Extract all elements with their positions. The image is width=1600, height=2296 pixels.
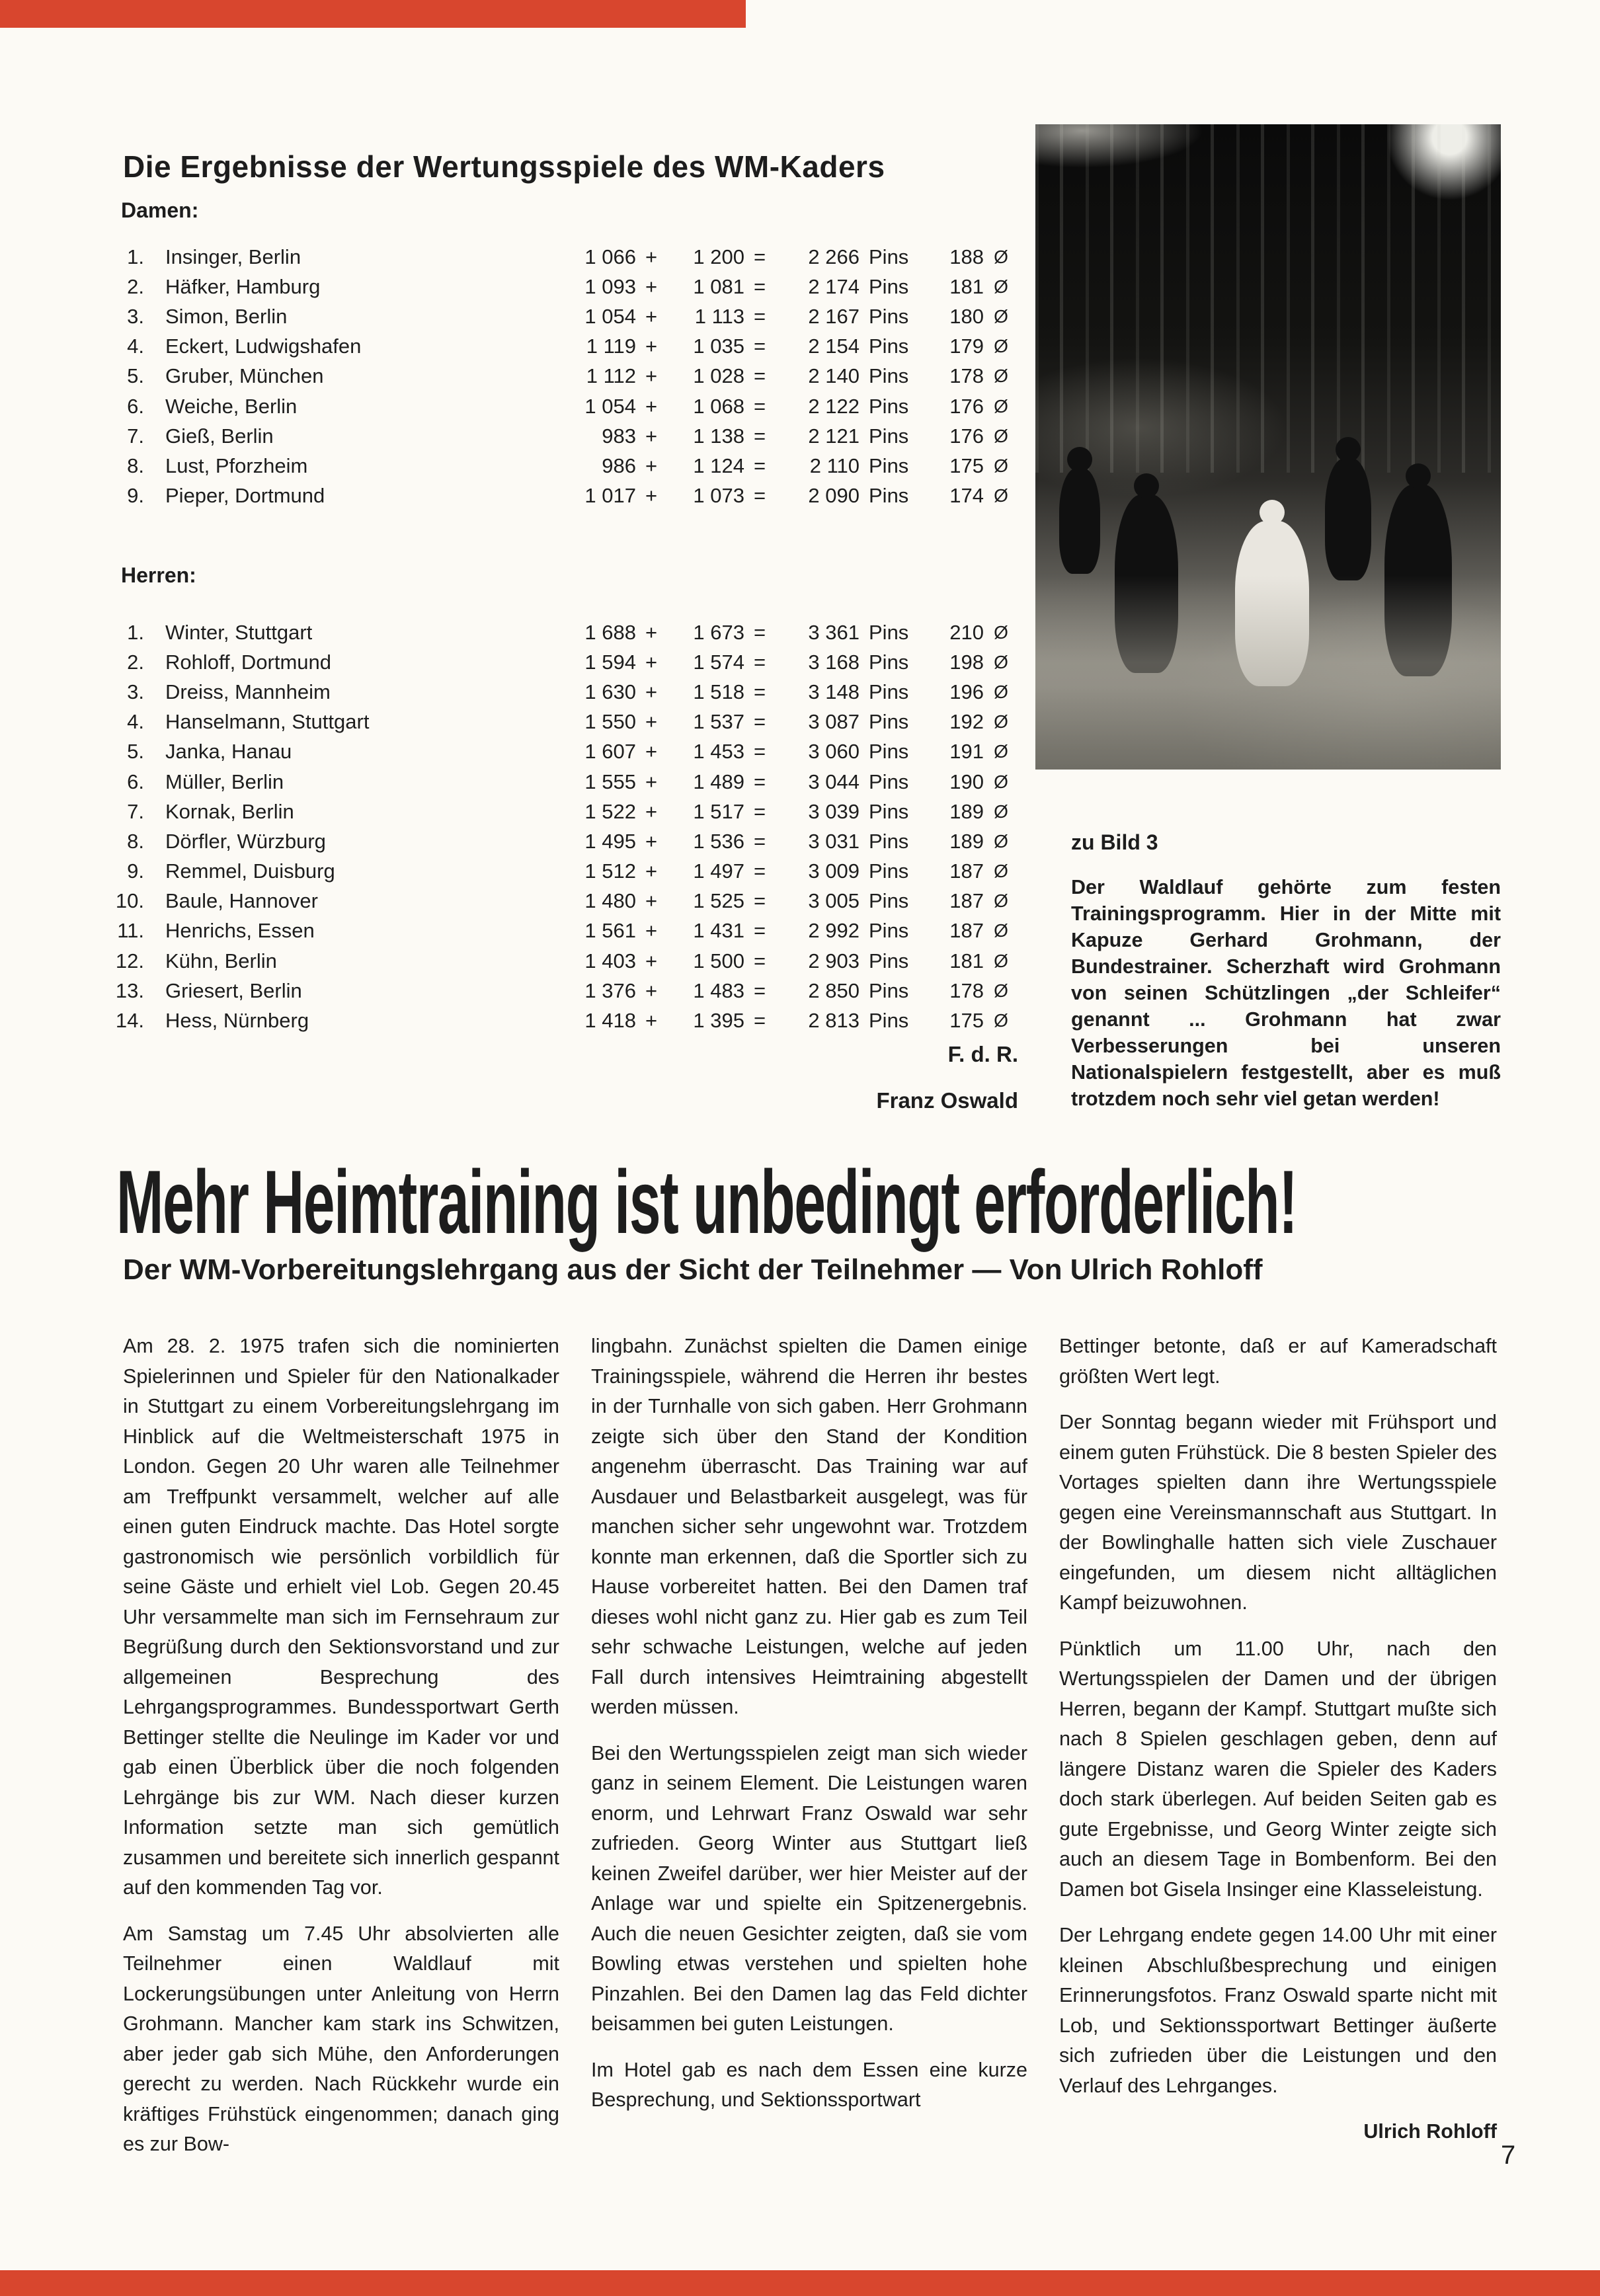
player-name-cell: Hanselmann, Stuttgart: [165, 710, 370, 734]
rank-cell: 3.: [127, 680, 144, 703]
plus-sign: +: [645, 484, 658, 508]
total-pins-cell: 3 009: [808, 859, 860, 883]
pins-unit-label: Pins: [869, 454, 909, 477]
game1-score-cell: 1 112: [586, 364, 636, 388]
total-pins-cell: 2 903: [808, 949, 860, 972]
plus-sign: +: [645, 859, 658, 883]
average-symbol: Ø: [994, 681, 1008, 702]
game1-score-cell: 1 066: [584, 245, 636, 268]
average-symbol: Ø: [994, 801, 1008, 822]
results-title: Die Ergebnisse der Wertungsspiele des WM-Kaders: [123, 149, 885, 184]
plus-sign: +: [645, 680, 658, 703]
total-pins-cell: 2 992: [808, 919, 860, 943]
plus-sign: +: [645, 394, 658, 418]
equals-sign: =: [753, 740, 766, 764]
total-pins-cell: 3 039: [808, 799, 860, 823]
pins-unit-label: Pins: [869, 394, 909, 418]
damen-section-label: Damen:: [121, 198, 199, 222]
player-name-cell: Winter, Stuttgart: [165, 620, 313, 644]
average-symbol: Ø: [994, 711, 1008, 732]
plus-sign: +: [645, 770, 658, 793]
pins-unit-label: Pins: [869, 1009, 909, 1033]
article-subtitle: Der WM-Vorbereitungslehrgang aus der Sicht der Teilnehmer — Von Ulrich Rohloff: [123, 1253, 1263, 1286]
average-symbol: Ø: [994, 305, 1008, 327]
total-pins-cell: 2 110: [809, 454, 860, 477]
rank-cell: 13.: [115, 978, 144, 1002]
photo-caption: Der Waldlauf gehörte zum festen Trainingsprogramm. Hier in der Mitte mit Kapuze Gerhard Grohmann, der Bundestrainer. Scherzhaft wird Grohmann von seinen Schützlingen „der Schleifer“ genannt ... Grohmann hat zwar Verbesserungen bei unseren Nationalspielern festgestellt, aber es muß trotzdem noch sehr viel getan werden!: [1071, 876, 1501, 1110]
average-cell: 189: [949, 829, 984, 853]
game1-score-cell: 1 555: [584, 770, 636, 793]
equals-sign: =: [753, 484, 766, 508]
pins-unit-label: Pins: [869, 889, 909, 913]
rank-cell: 7.: [127, 799, 144, 823]
equals-sign: =: [753, 1009, 766, 1033]
article-column-3: [1059, 1331, 1497, 2147]
pins-unit-label: Pins: [869, 304, 909, 328]
game2-score-cell: 1 068: [693, 394, 744, 418]
player-name-cell: Janka, Hanau: [165, 740, 292, 764]
equals-sign: =: [753, 680, 766, 703]
article-column-2: [591, 1331, 1027, 2116]
plus-sign: +: [645, 919, 658, 943]
game2-score-cell: 1 073: [693, 484, 744, 508]
game2-score-cell: 1 453: [693, 740, 744, 764]
total-pins-cell: 3 044: [808, 770, 860, 793]
player-name-cell: Dörfler, Würzburg: [165, 829, 326, 853]
game2-score-cell: 1 500: [693, 949, 744, 972]
average-symbol: Ø: [994, 771, 1008, 792]
game2-score-cell: 1 574: [693, 650, 744, 674]
runner-silhouette-hooded: [1235, 521, 1309, 686]
rank-cell: 6.: [127, 770, 144, 793]
equals-sign: =: [753, 710, 766, 734]
rank-cell: 10.: [115, 889, 144, 913]
plus-sign: +: [645, 274, 658, 298]
rank-cell: 4.: [127, 335, 144, 358]
total-pins-cell: 2 154: [808, 335, 860, 358]
rank-cell: 9.: [127, 859, 144, 883]
pins-unit-label: Pins: [869, 245, 909, 268]
total-pins-cell: 2 813: [808, 1009, 860, 1033]
total-pins-cell: 3 148: [808, 680, 860, 703]
total-pins-cell: 2 850: [808, 978, 860, 1002]
equals-sign: =: [753, 394, 766, 418]
plus-sign: +: [645, 1009, 658, 1033]
equals-sign: =: [753, 335, 766, 358]
average-cell: 174: [949, 484, 984, 508]
average-symbol: Ø: [994, 246, 1008, 267]
equals-sign: =: [753, 978, 766, 1002]
equals-sign: =: [753, 245, 766, 268]
rank-cell: 2.: [127, 274, 144, 298]
player-name-cell: Henrichs, Essen: [165, 919, 315, 943]
game2-score-cell: 1 081: [693, 274, 744, 298]
runner-silhouette: [1115, 495, 1178, 673]
total-pins-cell: 3 361: [808, 620, 860, 644]
article-headline: [116, 1150, 1584, 1253]
game2-score-cell: 1 138: [693, 424, 744, 448]
game2-score-cell: 1 028: [693, 364, 744, 388]
waldlauf-photo: [1035, 124, 1501, 770]
average-symbol: Ø: [994, 920, 1008, 941]
paragraph: Bettinger betonte, daß er auf Kameradschaft größten Wert legt.: [1059, 1335, 1497, 1388]
photo-caption-label: zu Bild 3: [1071, 830, 1158, 854]
game2-score-cell: 1 113: [694, 304, 744, 328]
player-name-cell: Griesert, Berlin: [165, 978, 302, 1002]
herren-section-label: Herren:: [121, 563, 196, 587]
average-symbol: Ø: [994, 455, 1008, 476]
player-name-cell: Baule, Hannover: [165, 889, 318, 913]
article-author-signature: Ulrich Rohloff: [1363, 2120, 1497, 2143]
herren-results-table: [112, 617, 1018, 1036]
average-cell: 180: [949, 304, 984, 328]
pins-unit-label: Pins: [869, 859, 909, 883]
game2-score-cell: 1 124: [693, 454, 744, 477]
total-pins-cell: 2 090: [808, 484, 860, 508]
total-pins-cell: 2 122: [808, 394, 860, 418]
average-symbol: Ø: [994, 621, 1008, 643]
total-pins-cell: 3 060: [808, 740, 860, 764]
average-symbol: Ø: [994, 485, 1008, 506]
total-pins-cell: 2 121: [808, 424, 860, 448]
game1-score-cell: 1 017: [584, 484, 636, 508]
equals-sign: =: [753, 454, 766, 477]
average-symbol: Ø: [994, 276, 1008, 297]
game1-score-cell: 1 054: [584, 394, 636, 418]
rank-cell: 3.: [127, 304, 144, 328]
pins-unit-label: Pins: [869, 829, 909, 853]
equals-sign: =: [753, 949, 766, 972]
plus-sign: +: [645, 335, 658, 358]
game2-score-cell: 1 200: [693, 245, 744, 268]
game1-score-cell: 1 594: [584, 650, 636, 674]
pins-unit-label: Pins: [869, 335, 909, 358]
game2-score-cell: 1 035: [693, 335, 744, 358]
rank-cell: 9.: [127, 484, 144, 508]
results-signature: Franz Oswald: [876, 1088, 1018, 1113]
plus-sign: +: [645, 364, 658, 388]
game2-score-cell: 1 537: [693, 710, 744, 734]
article-column-1: [123, 1331, 559, 2160]
paragraph: Bei den Wertungsspielen zeigt man sich wieder ganz in seinem Element. Die Leistungen waren enorm, und Lehrwart Franz Oswald war sehr zufrieden. Georg Winter aus Stuttgart ließ keinen Zweifel darüber, wer hier Meister auf der Anlage war und spielte ein Spitzenergebnis. Auch die neuen Gesichter zeigten, daß sie vom Bowling etwas verstehen und spielten hohe Pinzahlen. Bei den Damen lag das Feld dichter beisammen bei guten Leistungen.: [591, 1741, 1027, 2035]
paragraph: Im Hotel gab es nach dem Essen eine kurze Besprechung, und Sektionssportwart: [591, 2058, 1027, 2111]
plus-sign: +: [645, 454, 658, 477]
total-pins-cell: 2 140: [808, 364, 860, 388]
player-name-cell: Dreiss, Mannheim: [165, 680, 331, 703]
player-name-cell: Gieß, Berlin: [165, 424, 274, 448]
total-pins-cell: 2 174: [808, 274, 860, 298]
rank-cell: 14.: [115, 1009, 144, 1033]
average-symbol: Ø: [994, 366, 1008, 387]
player-name-cell: Weiche, Berlin: [165, 394, 298, 418]
game2-score-cell: 1 517: [693, 799, 744, 823]
damen-results-table: [112, 242, 1018, 511]
average-cell: 196: [949, 680, 984, 703]
paragraph: Am 28. 2. 1975 trafen sich die nominierten Spielerinnen und Spieler für den Nationalkader in Stuttgart zu einem Vorbereitungslehrgang im Hinblick auf die Weltmeisterschaft 1975 in London. Gegen 20 Uhr waren alle Teilnehmer am Treffpunkt versammelt, welcher auf alle einen guten Eindruck machte. Das Hotel sorgte gastronomisch wie persönlich vorbildlich für seine Gäste und erhielt viel Lob. Gegen 20.45 Uhr versammelte man sich im Fernsehraum zur Begrüßung durch den Sektionsvorstand und zur allgemeinen Besprechung des Lehrgangsprogrammes. Bundessportwart Gerth Bettinger stellte die Neulinge im Kader vor und gab einen Überblick über die noch folgenden Lehrgänge bis zur WM. Nach dieser kurzen Information setzte man sich gemütlich zusammen und bereitete sich innerlich gespannt auf den kommenden Tag vor.: [123, 1335, 559, 1899]
player-name-cell: Remmel, Duisburg: [165, 859, 335, 883]
average-cell: 187: [949, 919, 984, 943]
rank-cell: 1.: [127, 620, 144, 644]
plus-sign: +: [645, 740, 658, 764]
average-symbol: Ø: [994, 950, 1008, 971]
game1-score-cell: 1 376: [584, 978, 636, 1002]
game1-score-cell: 1 522: [584, 799, 636, 823]
pins-unit-label: Pins: [869, 680, 909, 703]
average-cell: 198: [949, 650, 984, 674]
equals-sign: =: [753, 364, 766, 388]
game1-score-cell: 1 607: [584, 740, 636, 764]
average-symbol: Ø: [994, 651, 1008, 672]
game2-score-cell: 1 431: [693, 919, 744, 943]
equals-sign: =: [753, 620, 766, 644]
equals-sign: =: [753, 770, 766, 793]
plus-sign: +: [645, 245, 658, 268]
average-cell: 176: [949, 394, 984, 418]
player-name-cell: Kornak, Berlin: [165, 799, 294, 823]
rank-cell: 8.: [127, 454, 144, 477]
average-symbol: Ø: [994, 891, 1008, 912]
pins-unit-label: Pins: [869, 740, 909, 764]
equals-sign: =: [753, 650, 766, 674]
equals-sign: =: [753, 424, 766, 448]
rank-cell: 5.: [127, 740, 144, 764]
plus-sign: +: [645, 829, 658, 853]
player-name-cell: Hess, Nürnberg: [165, 1009, 309, 1033]
game1-score-cell: 986: [602, 454, 636, 477]
pins-unit-label: Pins: [869, 978, 909, 1002]
paragraph: Pünktlich um 11.00 Uhr, nach den Wertungsspielen der Damen und der übrigen Herren, begann der Kampf. Stuttgart mußte sich nach 8 Spielen geschlagen geben, denn auf längere Distanz waren die Spieler des Kaders doch stark überlegen. Auf beiden Seiten gab es gute Ergebnisse, und Georg Winter zeigte sich auch an diesem Tage in Bombenform. Bei den Damen bot Gisela Insinger eine Klasseleistung.: [1059, 1637, 1497, 1901]
average-cell: 175: [949, 454, 984, 477]
game1-score-cell: 983: [602, 424, 636, 448]
paragraph: Am Samstag um 7.45 Uhr absolvierten alle Teilnehmer einen Waldlauf mit Lockerungsübungen unter Anleitung von Herrn Grohmann. Mancher kam stark ins Schwitzen, aber jeder gab sich Mühe, den Anforderungen gerecht zu werden. Nach Rückkehr wurde ein kräftiges Frühstück eingenommen; danach ging es zur Bow-: [123, 1922, 559, 2155]
average-symbol: Ø: [994, 1010, 1008, 1031]
rank-cell: 1.: [127, 245, 144, 268]
pins-unit-label: Pins: [869, 364, 909, 388]
game1-score-cell: 1 418: [584, 1009, 636, 1033]
average-cell: 190: [949, 770, 984, 793]
plus-sign: +: [645, 978, 658, 1002]
total-pins-cell: 2 266: [808, 245, 860, 268]
rank-cell: 4.: [127, 710, 144, 734]
player-name-cell: Häfker, Hamburg: [165, 274, 321, 298]
pins-unit-label: Pins: [869, 919, 909, 943]
plus-sign: +: [645, 949, 658, 972]
average-cell: 189: [949, 799, 984, 823]
fdr-note: F. d. R.: [947, 1042, 1018, 1066]
average-cell: 192: [949, 710, 984, 734]
player-name-cell: Rohloff, Dortmund: [165, 650, 331, 674]
average-symbol: Ø: [994, 861, 1008, 882]
pins-unit-label: Pins: [869, 710, 909, 734]
player-name-cell: Müller, Berlin: [165, 770, 284, 793]
equals-sign: =: [753, 829, 766, 853]
game1-score-cell: 1 480: [584, 889, 636, 913]
total-pins-cell: 3 168: [808, 650, 860, 674]
rank-cell: 8.: [127, 829, 144, 853]
player-name-cell: Lust, Pforzheim: [165, 454, 308, 477]
page-number: 7: [1501, 2141, 1516, 2170]
average-cell: 210: [949, 620, 984, 644]
total-pins-cell: 3 031: [808, 829, 860, 853]
average-symbol: Ø: [994, 980, 1008, 1001]
pins-unit-label: Pins: [869, 620, 909, 644]
average-symbol: Ø: [994, 425, 1008, 446]
game1-score-cell: 1 630: [584, 680, 636, 703]
average-cell: 187: [949, 889, 984, 913]
pins-unit-label: Pins: [869, 770, 909, 793]
pins-unit-label: Pins: [869, 650, 909, 674]
total-pins-cell: 3 087: [808, 710, 860, 734]
plus-sign: +: [645, 650, 658, 674]
player-name-cell: Insinger, Berlin: [165, 245, 301, 268]
rank-cell: 12.: [115, 949, 144, 972]
rank-cell: 7.: [127, 424, 144, 448]
game2-score-cell: 1 489: [693, 770, 744, 793]
pins-unit-label: Pins: [869, 484, 909, 508]
runner-silhouette: [1059, 468, 1100, 574]
player-name-cell: Eckert, Ludwigshafen: [165, 335, 362, 358]
pins-unit-label: Pins: [869, 424, 909, 448]
plus-sign: +: [645, 710, 658, 734]
average-cell: 191: [949, 740, 984, 764]
runner-silhouette: [1325, 458, 1371, 580]
game1-score-cell: 1 512: [584, 859, 636, 883]
paragraph: lingbahn. Zunächst spielten die Damen einige Trainingsspiele, während die Herren ihr bestes in der Turnhalle von sich gaben. Herr Grohmann zeigte sich über den Stand der Kondition angenehm überrascht. Das Training war auf Ausdauer und Belastbarkeit ausgelegt, was für manchen sicher sehr ungewohnt war. Trotzdem konnte man erkennen, daß die Sportler sich zu Hause vorbereitet hatten. Bei den Damen traf dieses wohl nicht ganz zu. Hier gab es zum Teil sehr schwache Leistungen, welche auf jeden Fall durch intensives Heimtraining abgestellt werden müssen.: [591, 1335, 1027, 1718]
average-cell: 187: [949, 859, 984, 883]
game2-score-cell: 1 525: [693, 889, 744, 913]
paragraph: Der Lehrgang endete gegen 14.00 Uhr mit einer kleinen Abschlußbesprechung und einigen Erinnerungsfotos. Franz Oswald sparte nicht mit Lob, und Sektionssportwart Bettinger äußerte sich zufrieden über die Leistungen und den Verlauf des Lehrganges.: [1059, 1924, 1497, 2097]
game2-score-cell: 1 673: [693, 620, 744, 644]
rank-cell: 2.: [127, 650, 144, 674]
pins-unit-label: Pins: [869, 274, 909, 298]
player-name-cell: Gruber, München: [165, 364, 324, 388]
game1-score-cell: 1 054: [584, 304, 636, 328]
plus-sign: +: [645, 304, 658, 328]
pins-unit-label: Pins: [869, 799, 909, 823]
equals-sign: =: [753, 274, 766, 298]
average-cell: 178: [949, 978, 984, 1002]
bottom-red-bar: [0, 2270, 1600, 2296]
game1-score-cell: 1 093: [584, 274, 636, 298]
rank-cell: 5.: [127, 364, 144, 388]
game1-score-cell: 1 495: [584, 829, 636, 853]
game1-score-cell: 1 119: [586, 335, 636, 358]
game1-score-cell: 1 550: [584, 710, 636, 734]
plus-sign: +: [645, 424, 658, 448]
game1-score-cell: 1 403: [584, 949, 636, 972]
game1-score-cell: 1 561: [584, 919, 636, 943]
rank-cell: 11.: [117, 919, 144, 943]
equals-sign: =: [753, 304, 766, 328]
total-pins-cell: 3 005: [808, 889, 860, 913]
average-cell: 179: [949, 335, 984, 358]
average-cell: 188: [949, 245, 984, 268]
game2-score-cell: 1 497: [693, 859, 744, 883]
average-symbol: Ø: [994, 830, 1008, 851]
runner-silhouette: [1384, 485, 1452, 676]
player-name-cell: Pieper, Dortmund: [165, 484, 325, 508]
pins-unit-label: Pins: [869, 949, 909, 972]
average-cell: 181: [949, 274, 984, 298]
top-red-bar: [0, 0, 746, 28]
average-symbol: Ø: [994, 336, 1008, 357]
game1-score-cell: 1 688: [584, 620, 636, 644]
paragraph: Der Sonntag begann wieder mit Frühsport und einem guten Frühstück. Die 8 besten Spieler des Vortages spielten dann ihre Wertungsspiele gegen eine Vereinsmannschaft aus Stuttgart. In der Bowlinghalle hatten sich viele Zuschauer eingefunden, um diesem nicht alltäglichen Kampf beizuwohnen.: [1059, 1411, 1497, 1614]
game2-score-cell: 1 536: [693, 829, 744, 853]
average-cell: 175: [949, 1009, 984, 1033]
average-symbol: Ø: [994, 741, 1008, 762]
average-cell: 176: [949, 424, 984, 448]
game2-score-cell: 1 483: [693, 978, 744, 1002]
game2-score-cell: 1 395: [693, 1009, 744, 1033]
average-symbol: Ø: [994, 395, 1008, 416]
plus-sign: +: [645, 889, 658, 913]
equals-sign: =: [753, 799, 766, 823]
player-name-cell: Simon, Berlin: [165, 304, 288, 328]
total-pins-cell: 2 167: [808, 304, 860, 328]
player-name-cell: Kühn, Berlin: [165, 949, 277, 972]
equals-sign: =: [753, 859, 766, 883]
plus-sign: +: [645, 620, 658, 644]
plus-sign: +: [645, 799, 658, 823]
equals-sign: =: [753, 889, 766, 913]
equals-sign: =: [753, 919, 766, 943]
game2-score-cell: 1 518: [693, 680, 744, 703]
average-cell: 181: [949, 949, 984, 972]
article-headline-text: Mehr Heimtraining ist unbedingt erforderlich!: [116, 1152, 1297, 1252]
average-cell: 178: [949, 364, 984, 388]
rank-cell: 6.: [127, 394, 144, 418]
